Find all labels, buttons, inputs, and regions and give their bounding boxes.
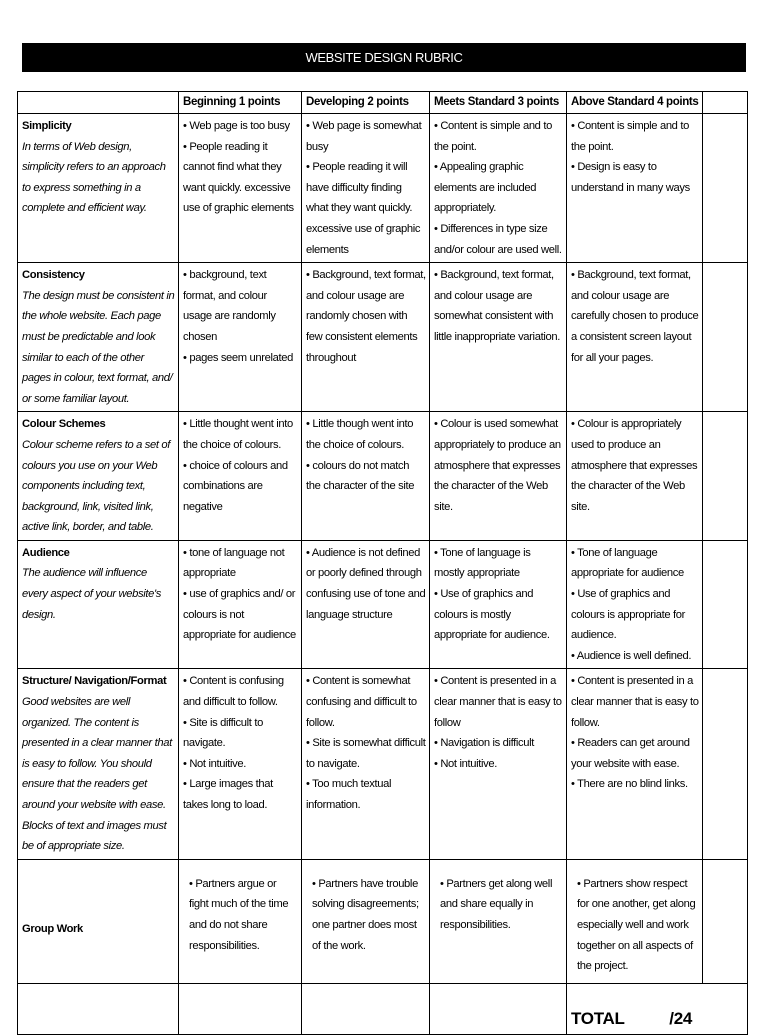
level-cell xyxy=(179,263,302,412)
rubric-bullet: • Partners have trouble solving disagreements; one partner does most of the work. xyxy=(312,877,419,952)
criterion-description: The design must be consistent in the whole website. Each page must be predictable and look similar to each of the other pages in colour, text format, and/ or some familiar layout. xyxy=(22,289,175,405)
rubric-bullet: • People reading it cannot find what they want quickly. excessive use of graphic elements xyxy=(183,140,294,215)
criterion-name: Group Work xyxy=(22,922,83,935)
rubric-bullet: • Content is somewhat confusing and difficult to follow. xyxy=(306,675,417,729)
rubric-bullet: • Partners show respect for one another, get along especially well and work together on all aspects of the project. xyxy=(577,877,696,973)
level-cell xyxy=(430,540,567,669)
header-meets-standard: Meets Standard 3 points xyxy=(430,92,567,114)
rubric-bullet: • People reading it will have difficulty finding what they want quickly. excessive use of graphic elements xyxy=(306,161,421,256)
criterion-description: In terms of Web design, simplicity refers to an approach to express something in a complete and efficient way. xyxy=(22,140,166,215)
score-cell xyxy=(703,669,748,859)
criterion-row xyxy=(18,540,748,669)
rubric-bullet: • colours do not match the character of the site xyxy=(306,459,415,493)
total-cell xyxy=(567,983,748,1034)
rubric-bullet: • Tone of language appropriate for audience xyxy=(571,546,684,580)
rubric-bullet: • pages seem unrelated xyxy=(183,351,294,364)
criterion-cell xyxy=(18,114,179,263)
criterion-description: Colour scheme refers to a set of colours you use on your Web components including text, background, link, visited link, active link, border, and table. xyxy=(22,438,170,534)
total-value: /24 xyxy=(669,1009,692,1029)
rubric-bullet: • Site is somewhat difficult to navigate. xyxy=(306,737,426,770)
criterion-description: The audience will influence every aspect of your website's design. xyxy=(22,567,162,621)
rubric-bullet: • Content is simple and to the point. xyxy=(571,120,689,153)
level-cell xyxy=(430,263,567,412)
rubric-bullet: • Colour is used somewhat appropriately to produce an atmosphere that expresses the character of the Web site. xyxy=(434,418,561,513)
rubric-bullet: • Not intuitive. xyxy=(183,757,246,770)
rubric-bullet: • Content is simple and to the point. xyxy=(434,120,552,153)
criterion-cell xyxy=(18,540,179,669)
header-above-standard: Above Standard 4 points xyxy=(567,92,703,114)
score-cell xyxy=(703,540,748,669)
criterion-name: Colour Schemes xyxy=(22,418,106,431)
rubric-bullet: • Audience is not defined or poorly defined through confusing use of tone and language structure xyxy=(306,546,426,621)
rubric-bullet: • Web page is somewhat busy xyxy=(306,120,422,153)
rubric-bullet: • use of graphics and/ or colours is not appropriate for audience xyxy=(183,588,296,642)
criterion-name: Structure/ Navigation/Format xyxy=(22,675,167,688)
header-criteria xyxy=(18,92,179,114)
level-cell xyxy=(567,669,703,859)
score-cell xyxy=(703,859,748,983)
rubric-bullet: • Colour is appropriately used to produce an atmosphere that expresses the character of the Web site. xyxy=(571,418,698,513)
level-cell xyxy=(179,412,302,541)
total-label: TOTAL xyxy=(571,1009,625,1029)
rubric-bullet: • Use of graphics and colours is appropriate for audience. xyxy=(571,588,686,642)
rubric-table xyxy=(17,91,748,1035)
header-developing: Developing 2 points xyxy=(302,92,430,114)
rubric-bullet: • Design is easy to understand in many ways xyxy=(571,161,690,194)
score-cell xyxy=(703,114,748,263)
criterion-name: Consistency xyxy=(22,269,85,282)
rubric-bullet: • Use of graphics and colours is mostly appropriate for audience. xyxy=(434,588,550,642)
level-cell xyxy=(179,669,302,859)
rubric-bullet: • Partners argue or fight much of the time and do not share responsibilities. xyxy=(189,877,289,952)
rubric-bullet: • Little thought went into the choice of colours. xyxy=(183,418,293,451)
criterion-description: Good websites are well organized. The content is presented in a clear manner that is easy to follow. You should ensure that the readers get around your website with ease. Blocks of text and images must be of appropriate size. xyxy=(22,696,172,853)
criterion-name: Audience xyxy=(22,546,70,559)
rubric-bullet: • Appealing graphic elements are included appropriately. xyxy=(434,161,537,215)
rubric-bullet: • tone of language not appropriate xyxy=(183,546,285,580)
rubric-bullet: • Background, text format, and colour usage are carefully chosen to produce a consistent screen layout for all your pages. xyxy=(571,269,699,364)
header-score xyxy=(703,92,748,114)
level-cell xyxy=(567,114,703,263)
rubric-bullet: • Not intuitive. xyxy=(434,757,497,770)
rubric-bullet: • Background, text format, and colour usage are somewhat consistent with little inappropriate variation. xyxy=(434,269,560,343)
rubric-bullet: • Readers can get around your website with ease. xyxy=(571,737,690,770)
rubric-bullet: • Content is confusing and difficult to follow. xyxy=(183,675,284,709)
level-cell xyxy=(567,540,703,669)
level-cell xyxy=(302,859,430,983)
criterion-row xyxy=(18,263,748,412)
rubric-bullet: • Web page is too busy xyxy=(183,120,290,132)
level-cell xyxy=(430,114,567,263)
level-cell xyxy=(567,263,703,412)
level-cell xyxy=(302,263,430,412)
level-cell xyxy=(179,540,302,669)
level-cell xyxy=(430,412,567,541)
criterion-cell xyxy=(18,669,179,859)
criterion-cell xyxy=(18,412,179,541)
score-cell xyxy=(703,412,748,541)
rubric-bullet: • Too much textual information. xyxy=(306,778,392,811)
criterion-row xyxy=(18,859,748,983)
rubric-title: WEBSITE DESIGN RUBRIC xyxy=(22,43,746,72)
header-beginning: Beginning 1 points xyxy=(179,92,302,114)
score-cell xyxy=(703,263,748,412)
rubric-bullet: • Partners get along well and share equally in responsibilities. xyxy=(440,877,553,931)
criterion-cell xyxy=(18,859,179,983)
rubric-bullet: • Little though went into the choice of colours. xyxy=(306,418,414,451)
level-cell xyxy=(567,412,703,541)
rubric-bullet: • Navigation is difficult xyxy=(434,737,535,750)
level-cell xyxy=(179,859,302,983)
criterion-cell xyxy=(18,263,179,412)
level-cell xyxy=(302,669,430,859)
criterion-name: Simplicity xyxy=(22,120,72,132)
rubric-bullet: • Content is presented in a clear manner that is easy to follow. xyxy=(571,675,699,729)
rubric-bullet: • Tone of language is mostly appropriate xyxy=(434,546,531,580)
rubric-bullet: • choice of colours and combinations are negative xyxy=(183,459,288,513)
rubric-bullet: • Audience is well defined. xyxy=(571,649,692,662)
rubric-bullet: • background, text format, and colour usage are randomly chosen xyxy=(183,269,276,343)
rubric-bullet: • Site is difficult to navigate. xyxy=(183,716,263,750)
header-row xyxy=(18,92,748,114)
criterion-row xyxy=(18,669,748,859)
rubric-bullet: • Content is presented in a clear manner that is easy to follow xyxy=(434,675,562,729)
rubric-bullet: • Differences in type size and/or colour are used well. xyxy=(434,222,562,256)
level-cell xyxy=(567,859,703,983)
level-cell xyxy=(179,114,302,263)
level-cell xyxy=(430,669,567,859)
level-cell xyxy=(302,412,430,541)
level-cell xyxy=(430,859,567,983)
rubric-bullet: • Background, text format, and colour usage are randomly chosen with few consistent elements throughout xyxy=(306,269,426,364)
level-cell xyxy=(302,540,430,669)
level-cell xyxy=(302,114,430,263)
criterion-row xyxy=(18,412,748,541)
total-row xyxy=(18,983,748,1034)
criterion-row xyxy=(18,114,748,263)
rubric-bullet: • Large images that takes long to load. xyxy=(183,778,273,811)
rubric-bullet: • There are no blind links. xyxy=(571,778,688,791)
